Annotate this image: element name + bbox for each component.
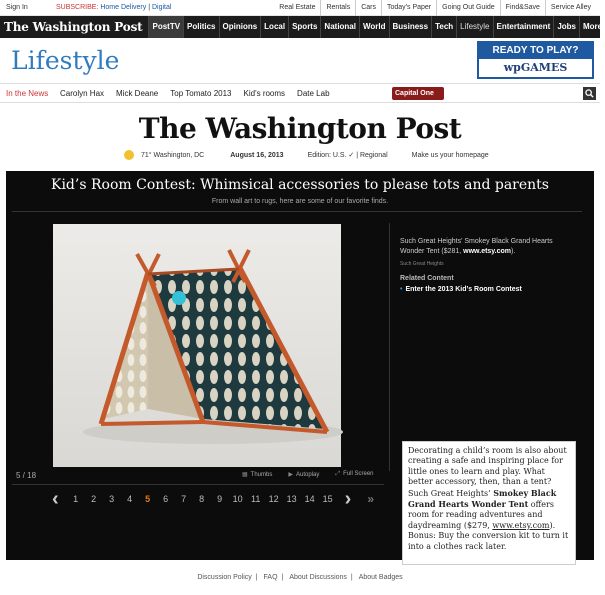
fullscreen-button[interactable] — [335, 471, 373, 478]
story-part: Decorating a child’s room is also about creating a safe and inspiring place for little ones to learn and play. What better accessory, then, than a tent? Such Great Heights’ — [408, 446, 567, 498]
sign-in-link[interactable]: Sign In — [6, 4, 28, 11]
story-part: offers room for reading adventures and daydreaming ($279, — [408, 500, 554, 530]
page-number[interactable]: 7 — [181, 494, 187, 504]
news-link[interactable]: Top Tomato 2013 — [170, 89, 232, 98]
story-link[interactable]: www.etsy.com — [492, 520, 550, 530]
utility-links — [274, 0, 596, 16]
page-number[interactable]: 8 — [199, 494, 205, 504]
games-promo[interactable] — [477, 41, 594, 79]
caption-text: Such Great Heights' Smokey Black Grand Hearts Wonder Tent ($281, — [400, 238, 553, 255]
nav-item-politics[interactable]: Politics — [183, 16, 218, 38]
utility-link[interactable]: Going Out Guide — [436, 0, 500, 16]
nav-item-entertainment[interactable]: Entertainment — [493, 16, 554, 38]
nav-item-more[interactable]: More — [579, 16, 605, 38]
sun-icon — [124, 150, 134, 160]
news-link[interactable]: Kid's rooms — [243, 89, 286, 98]
play-icon: ▶ — [288, 472, 293, 478]
footer-link[interactable]: About Discussions — [289, 574, 347, 581]
related-link-text[interactable]: Enter the 2013 Kid’s Room Contest — [405, 286, 522, 293]
nav-logo[interactable]: The Washington Post — [4, 20, 143, 34]
masthead-logo[interactable]: The Washington Post — [138, 112, 462, 145]
current-date: August 16, 2013 — [230, 151, 284, 159]
bullet-icon: • — [400, 286, 403, 293]
story-product: Smokey Black Grand Hearts Wonder Tent — [408, 487, 557, 510]
page-number-current[interactable]: 5 — [145, 494, 151, 504]
home-delivery-link[interactable]: Home Delivery — [100, 4, 147, 11]
subscribe-area: SUBSCRIBE: Home Delivery | Digital — [56, 4, 172, 11]
last-page-icon[interactable]: » — [367, 492, 375, 506]
nav-item-opinions[interactable]: Opinions — [219, 16, 261, 38]
story-text — [402, 441, 576, 565]
page-number[interactable]: 2 — [91, 494, 97, 504]
utility-link[interactable]: Cars — [355, 0, 381, 16]
utility-link[interactable]: Service Alley — [545, 0, 596, 16]
divider — [389, 223, 390, 471]
utility-bar — [0, 0, 600, 16]
related-content-link[interactable] — [400, 286, 522, 293]
gallery-pager — [44, 489, 382, 509]
main-nav — [0, 16, 603, 38]
nav-item-tech[interactable]: Tech — [431, 16, 456, 38]
section-title[interactable]: Lifestyle — [11, 46, 120, 75]
page-number[interactable]: 11 — [251, 494, 261, 504]
nav-item-world[interactable]: World — [359, 16, 389, 38]
search-button[interactable] — [583, 87, 596, 100]
autoplay-label: Autoplay — [295, 472, 320, 478]
nav-item-national[interactable]: National — [320, 16, 359, 38]
page-number[interactable]: 9 — [217, 494, 223, 504]
news-link[interactable]: Mick Deane — [116, 89, 159, 98]
utility-link[interactable]: Rentals — [320, 0, 355, 16]
nav-item-lifestyle[interactable]: Lifestyle — [456, 16, 492, 38]
page-number[interactable]: 4 — [127, 494, 133, 504]
caption-link[interactable]: www.etsy.com — [463, 248, 512, 255]
photo-caption — [400, 237, 570, 257]
next-arrow-icon[interactable]: › — [344, 488, 352, 510]
weather-readout[interactable]: 71° Washington, DC — [141, 151, 205, 159]
nav-item-sports[interactable]: Sports — [288, 16, 320, 38]
gallery-subtitle: From wall art to rugs, here are some of our favorite finds. — [211, 198, 389, 205]
nav-item-business[interactable]: Business — [389, 16, 432, 38]
page-number[interactable]: 14 — [304, 494, 315, 504]
in-the-news-label: In the News — [6, 89, 49, 98]
promo-headline: READY TO PLAY? — [479, 43, 592, 59]
promo-logo: wpGAMES — [503, 61, 568, 74]
gallery-controls — [242, 471, 374, 478]
news-link[interactable]: Carolyn Hax — [60, 89, 105, 98]
expand-icon: ⤢ — [335, 471, 341, 477]
edition-selector[interactable]: Edition: U.S. ✓ | Regional — [307, 152, 388, 159]
related-content-heading: Related Content — [400, 275, 454, 282]
sponsor-badge[interactable]: Capital One 360 — [392, 87, 444, 100]
divider — [12, 484, 384, 485]
page-number[interactable]: 3 — [109, 494, 115, 504]
nav-item-jobs[interactable]: Jobs — [553, 16, 579, 38]
page-number[interactable]: 6 — [163, 494, 169, 504]
footer-link[interactable]: Discussion Policy — [197, 574, 252, 581]
utility-link[interactable]: Today's Paper — [381, 0, 436, 16]
gallery-photo[interactable] — [53, 224, 341, 467]
divider — [12, 211, 582, 212]
caption-end: ). — [511, 248, 516, 255]
gallery-title: Kid’s Room Contest: Whimsical accessories to please tots and parents — [51, 177, 549, 193]
sub-nav — [0, 83, 600, 110]
homepage-link[interactable]: Make us your homepage — [411, 151, 489, 159]
story-part: ). Bonus: Buy the conversion kit to turn it into a clothes rack later. — [408, 520, 569, 551]
magnifier-icon — [585, 89, 594, 98]
nav-item-local[interactable]: Local — [260, 16, 288, 38]
prev-arrow-icon[interactable]: ‹ — [52, 488, 59, 510]
digital-link[interactable]: Digital — [151, 4, 172, 11]
page-number[interactable]: 1 — [73, 494, 79, 504]
slide-counter: 5 / 18 — [16, 471, 37, 480]
thumbs-button[interactable] — [242, 471, 272, 478]
footer-link[interactable]: FAQ — [263, 574, 278, 581]
utility-link[interactable]: Find&Save — [500, 0, 545, 16]
tent-image — [53, 224, 341, 467]
utility-link[interactable]: Real Estate — [279, 4, 316, 11]
fullscreen-label: Full Screen — [343, 471, 374, 477]
dateline — [124, 150, 489, 160]
photo-credit: Such Great Heights — [400, 261, 444, 267]
thumbs-label: Thumbs — [250, 472, 273, 478]
page-number[interactable]: 12 — [268, 494, 279, 504]
subscribe-label: SUBSCRIBE: — [56, 4, 99, 11]
news-link[interactable]: Date Lab — [297, 89, 330, 98]
page-number[interactable]: 13 — [286, 494, 297, 504]
autoplay-button[interactable] — [288, 471, 319, 478]
news-links — [60, 84, 330, 103]
page-number[interactable]: 10 — [232, 494, 243, 504]
grid-icon: ▦ — [242, 472, 248, 478]
footer-links: Discussion Policy | FAQ | About Discussions | About Badges — [0, 574, 600, 581]
page-number[interactable]: 15 — [322, 494, 333, 504]
nav-item-posttv[interactable]: PostTV — [148, 16, 183, 38]
footer-link[interactable]: About Badges — [358, 574, 403, 581]
